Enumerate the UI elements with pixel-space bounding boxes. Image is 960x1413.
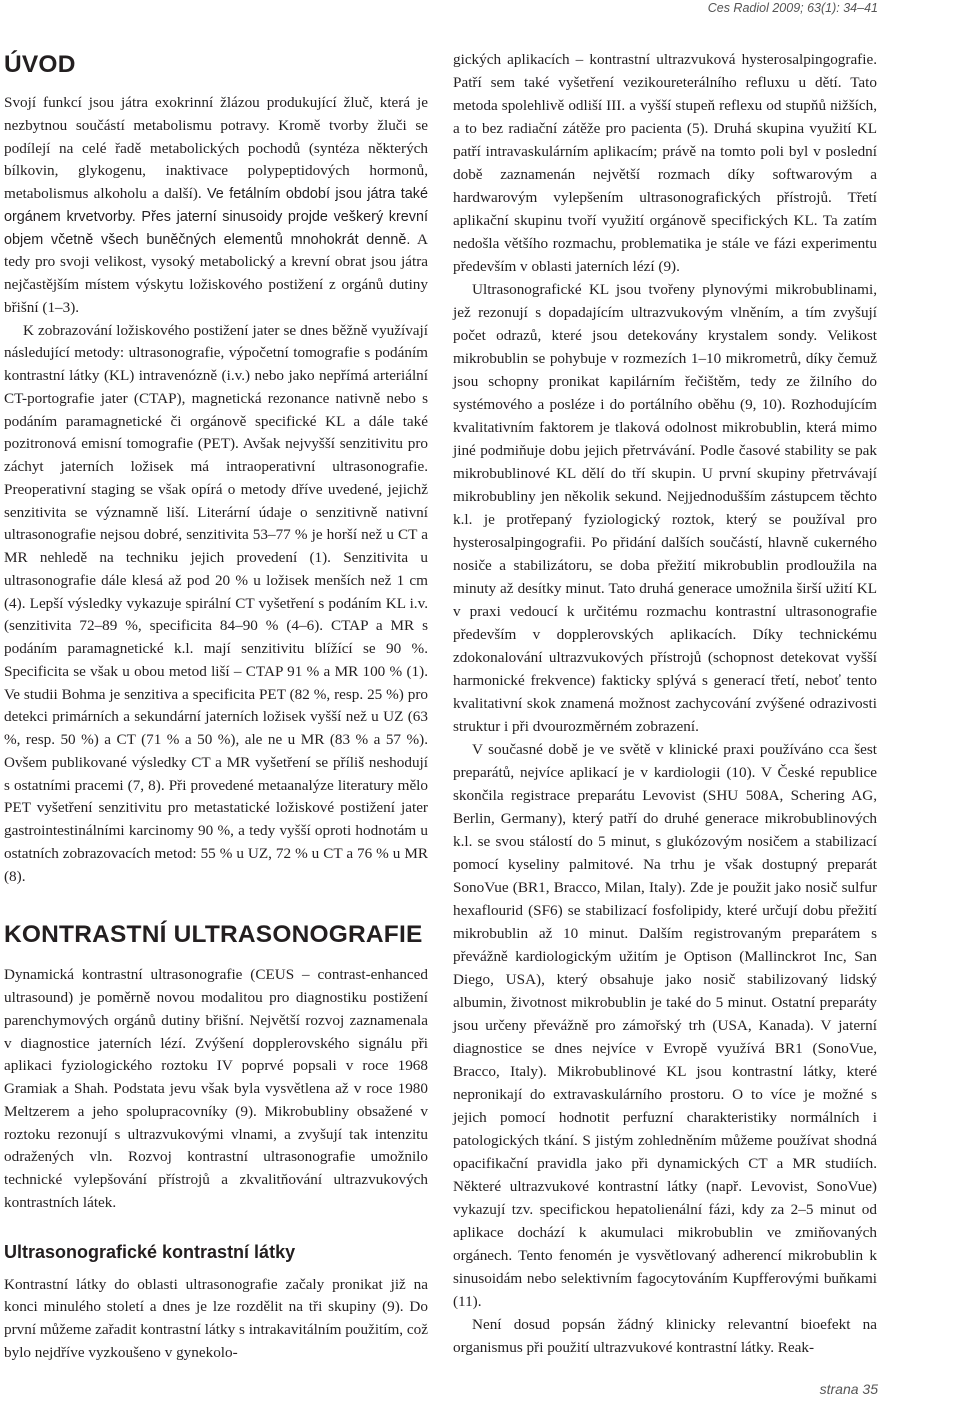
intro-paragraph-1: [4, 92, 428, 320]
subheading-contrast-agents: Ultrasonografické kontrastní látky: [4, 1241, 296, 1262]
agents-paragraph-1: Kontrastní látky do oblasti ultrasonografie začaly pronikat již na konci minulého století a dnes je lze rozdělit na tři skupiny (9). Do první můžeme zařadit kontrastní látky s intrakavitálním použitím, což bylo nejdříve vyzkoušeno v gynekolo-: [4, 1275, 428, 1361]
running-head: Ces Radiol 2009; 63(1): 34–41: [707, 1, 878, 15]
intro-p1-part2: Ve fetálním období jsou játra také orgánem krvetvorby. Přes jaterní sinusoidy projde veškerý krevní objem včetně všech buněčných elementů mnohokrát denně.: [4, 186, 428, 248]
intro-p1-part1: Svojí funkcí jsou játra exokrinní žlázou produkující žluč, která je nezbytnou součástí metabolismu potravy. Kromě tvorby žluči se podílejí na celé řadě metabolických pochodů (syntéza některých bílkovin, glykogenu, inaktivace polypeptidových hormonů, metabolismus alkoholu a další).: [4, 94, 428, 202]
right-paragraph-2: Ultrasonografické KL jsou tvořeny plynovými mikrobublinami, jež rezonují s dopadajícím ultrazvukovým vlněním, a tím zvyšují počet odrazů, které jsou detekovány krystalem sondy. Velikost mikrobublin se pohybuje v rozmezích 1–10 mikrometrů, díky čemuž jsou schopny pronikat kapilárním řečištěm, tedy ze žilního do systémového a posléze i do portálního oběhu (9, 10). Rozhodujícím kvalitativním faktorem je tlaková odolnost mikrobublin, která mimo jiné podmiňuje dobu jejich přetrvávání. Podle časové stability se pak mikrobublinové KL dělí do tří skupin. U první skupiny přetrvávají mikrobubliny jen několik sekund. Nejjednodušším zástupcem těchto k.l. je protřepaný fyziologický roztok, který se používal pro hysterosalpingografii. Po přidání dalších součástí, hlavně cukerného nosiče a stabilizátoru, se doba přežití mikrobublin prodloužila na minuty až desítky minut. Tato druhá generace umožnila širší užití KL v praxi vedoucí k určitému rozmachu kontrastní ultrasonografie především v dopplerovských aplikacích. Díky technickému zdokonalování ultrazvukových přístrojů (schopnost detekovat vyšší harmonické frekvence) fakticky splývá s generací třetí, neboť tento kvalitativní skok znamená možnost zachycování zvýšené odrazivosti struktur i při dvourozměrném zobrazení.: [453, 281, 877, 735]
right-paragraph-4: Není dosud popsán žádný klinicky relevantní bioefekt na organismus při použití ultrazvukové kontrastní látky. Reak-: [453, 1316, 877, 1356]
page-number: strana 35: [819, 1381, 878, 1397]
intro-p1-part3: A tedy pro svoji velikost, vysoký metabolický a krevní obrat jsou játra nejčastějším místem výskytu ložiskového postižení z orgánů dutiny břišní (1–3).: [4, 230, 428, 316]
right-column: [453, 48, 877, 1359]
section-heading-intro: ÚVOD: [4, 51, 76, 78]
intro-paragraph-2: K zobrazování ložiskového postižení jater se dnes běžně využívají následující metody: ultrasonografie, výpočetní tomografie s podáním kontrastní látky (KL) intravenózně (i.v.) nebo jako nepřímá arteriální CT-portografie jater (CTAP), magnetická rezonance nativně nebo s podáním paramagnetické či orgánově specifické KL a dále také pozitronová emisní tomografie (PET). Avšak nejvyšší senzitivitu pro záchyt jaterních ložisek má intraoperativní ultrasonografie. Preoperativní staging se však opírá o metody dříve uvedené, jejichž senzitivita se významně liší. Literární údaje o senzitivně nativní ultrasonografie nejsou dobré, senzitivita 53–77 % je horší než u CT a MR nehledě na techniku jejich provedení (1). Senzitivita u ultrasonografie dále klesá až pod 20 % u ložisek menších než 1 cm (4). Lepší výsledky vykazuje spirální CT vyšetření s podáním KL i.v. (senzitivita 72–89 %, specificita 84–90 % (4–6). CTAP a MR s podáním paramagnetické k.l. mají senzitivitu blížící se 90 %. Specificita se však u obou metod liší – CTAP 91 % a MR 100 % (1). Ve studii Bohma je senzitiva a specificita PET (82 %, resp. 25 %) pro detekci primárních a sekundární jaterních ložisek vyšší než u UZ (63 %, resp. 50 %) a CT (71 % a 50 %), ale ne u MR (83 % a 57 %). Ovšem publikované výsledky CT a MR vyšetření se příliš neshodují s ostatními pracemi (7, 8). Při provedené metaanalýze literatury mělo PET vyšetření senzitivitu pro metastatické ložiskové postižení jater gastrointestinálními karcinomy 90 %, a tedy vyšší oproti hodnotám u ostatních zobrazovacích metod: 55 % u UZ, 72 % u CT a 76 % u MR (8).: [4, 321, 428, 885]
right-paragraph-1: gických aplikacích – kontrastní ultrazvuková hysterosalpingografie. Patří sem také vyšetření vezikoureterálního refluxu u dětí. Tato metoda spolehlivě odliší III. a vyšší stupeň reflexu od stupňů nižších, a to bez radiační zátěže pro pacienta (5). Druhá skupina využití KL patří intravaskulárním aplikacím; právě na tomto poli byl v poslední době zaznamenán největší rozmach díky softwarovým a hardwarovým vylepšením ultrasonografických přístrojů. Třetí aplikační skupinu tvoří využití orgánově specifických KL. Ta zatím nedošla většího rozmachu, problematika je stále ve fázi experimentu především v oblasti jaterních lézí (9).: [453, 51, 877, 275]
ceus-paragraph-1: Dynamická kontrastní ultrasonografie (CEUS – contrast-enhanced ultrasound) je poměrně novou modalitou pro diagnostiku postižení parenchymových orgánů dutiny břišní. Největší rozvoj zaznamenala v diagnostice jaterních lézí. Zvýšení dopplerovského signálu při aplikaci fyziologického roztoku IV poprvé popsali v roce 1968 Gramiak a Shah. Podstata jevu však byla vysvětlena až v roce 1980 Meltzerem a jeho spolupracovníky (9). Mikrobubliny obsažené v roztoku rezonují s ultrazvukovými vlnami, a zvyšují tak intenzitu odražených vln. Rozvoj kontrastní ultrasonografie umožnilo technické vylepšování přístrojů a zkvalitňování ultrazvukových kontrastních látek.: [4, 966, 428, 1211]
right-paragraph-3: V současné době je ve světě v klinické praxi používáno cca šest preparátů, nejvíce aplikací je v kardiologii (10). V České republice skončila registrace preparátu Levovist (SHU 508A, Schering AG, Berlin, Germany), který patří do druhé generace mikrobublinových k.l. se svou stálostí do 5 minut, s glukózovým nosičem a stabilizací pomocí kyseliny palmitové. Na trhu je však dostupný preparát SonoVue (BR1, Bracco, Milan, Italy). Zde je použit jako nosič sulfur hexaflourid (SF6) se stabilizací fosfolipidy, které určují dobu přežití mikrobublin až 10 minut. Dalším registrovaným preparátem s převážně kardiologickým užitím je Optison (Mallinckrot Inc, San Diego, USA), který obsahuje jako nosič stabilizovaný lidský albumin, životnost mikrobublin je také do 5 minut. Ostatní preparáty jsou určeny převážně pro zámořský trh (USA, Kanada). V jaterní diagnostice se dnes nejvíce v Evropě využívá BR1 (SonoVue, Bracco, Italy). Mikrobublinové KL jsou kontrastní látky, které nepronikají do extravaskulárního prostoru. O to více je možné s jejich pomocí hodnotit perfuzní charakteristiky normálních i patologických tkání. S jistým zohledněním můžeme používat shodná opacifikační pravidla jako při dynamických CT a MR studiích. Některé ultrazvukové kontrastní látky (např. Levovist, SonoVue) vykazují tzv. specifickou hepatolienální fázi, kdy za 2–5 minut od aplikace dochází k akumulaci mikrobublin ve zmiňovaných orgánech. Tento fenomén je vysvětlovaný adherencí mikrobublin k sinusoidám nebo selektivním fagocytováním Kupfferovými buňkami (11).: [453, 741, 877, 1310]
section-heading-ceus: KONTRASTNÍ ULTRASONOGRAFIE: [4, 921, 423, 949]
left-column: [4, 44, 428, 1365]
